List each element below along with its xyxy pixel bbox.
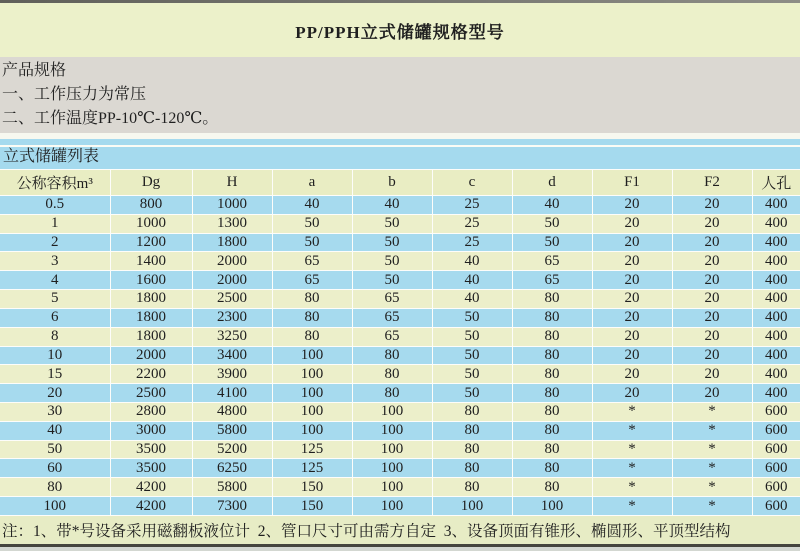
table-cell: 80	[352, 384, 432, 403]
table-cell: 4200	[110, 497, 192, 516]
table-cell: 1600	[110, 271, 192, 290]
table-cell: 8	[0, 327, 110, 346]
table-cell: 400	[752, 214, 800, 233]
table-cell: 80	[512, 440, 592, 459]
table-cell: 2000	[192, 252, 272, 271]
table-cell: 50	[352, 214, 432, 233]
table-row	[0, 459, 800, 478]
table-cell: 40	[432, 290, 512, 309]
table-row	[0, 346, 800, 365]
table-cell: 100	[352, 440, 432, 459]
table-cell: 20	[592, 384, 672, 403]
table-cell: 1200	[110, 233, 192, 252]
table-cell: 80	[512, 327, 592, 346]
table-cell: 65	[512, 271, 592, 290]
header-cell: c	[432, 170, 512, 196]
table-cell: *	[672, 497, 752, 516]
table-cell: 50	[432, 384, 512, 403]
table-cell: 80	[512, 384, 592, 403]
table-cell: 400	[752, 233, 800, 252]
table-cell: 50	[432, 327, 512, 346]
header-cell: Dg	[110, 170, 192, 196]
table-cell: *	[592, 478, 672, 497]
table-cell: 80	[272, 308, 352, 327]
table-cell: 400	[752, 196, 800, 215]
table-cell: 80	[272, 290, 352, 309]
table-cell: *	[672, 459, 752, 478]
table-cell: 1800	[110, 327, 192, 346]
table-cell: 40	[432, 252, 512, 271]
table-cell: 20	[672, 327, 752, 346]
table-cell: 100	[352, 402, 432, 421]
table-cell: 20	[672, 384, 752, 403]
table-section-title: 立式储罐列表	[3, 148, 100, 165]
table-cell: 5	[0, 290, 110, 309]
table-cell: *	[592, 440, 672, 459]
header-cell: H	[192, 170, 272, 196]
header-cell: 公称容积m³	[0, 170, 110, 196]
header-cell: F2	[672, 170, 752, 196]
table-cell: 20	[672, 365, 752, 384]
table-cell: 80	[352, 365, 432, 384]
table-cell: 20	[672, 196, 752, 215]
table-cell: 20	[592, 252, 672, 271]
table-cell: 65	[512, 252, 592, 271]
table-cell: 2300	[192, 308, 272, 327]
table-cell: 150	[272, 478, 352, 497]
table-cell: 3900	[192, 365, 272, 384]
table-cell: *	[672, 402, 752, 421]
table-cell: 50	[352, 233, 432, 252]
table-cell: 600	[752, 440, 800, 459]
table-cell: 80	[512, 402, 592, 421]
table-cell: 125	[272, 440, 352, 459]
scan-bottom-strip	[0, 547, 800, 551]
table-cell: 7300	[192, 497, 272, 516]
footnote: 注：1、带*号设备采用磁翻板液位计 2、管口尺寸可由需方自定 3、设备顶面有锥形、椭圆形、平顶型结构	[0, 516, 800, 544]
table-cell: 5800	[192, 478, 272, 497]
table-cell: 1000	[192, 196, 272, 215]
table-cell: 1800	[110, 308, 192, 327]
table-cell: 20	[0, 384, 110, 403]
table-cell: *	[672, 421, 752, 440]
table-cell: 20	[672, 290, 752, 309]
table-cell: 4800	[192, 402, 272, 421]
table-cell: 80	[432, 421, 512, 440]
table-cell: 4	[0, 271, 110, 290]
table-cell: 100	[0, 497, 110, 516]
table-cell: 50	[0, 440, 110, 459]
table-body	[0, 196, 800, 516]
table-cell: 40	[432, 271, 512, 290]
table-cell: 5200	[192, 440, 272, 459]
table-cell: 600	[752, 421, 800, 440]
table-cell: 100	[272, 421, 352, 440]
table-row	[0, 196, 800, 215]
table-cell: 10	[0, 346, 110, 365]
table-cell: 800	[110, 196, 192, 215]
table-cell: 400	[752, 290, 800, 309]
table-cell: 50	[352, 252, 432, 271]
table-cell: 80	[512, 421, 592, 440]
table-cell: 25	[432, 196, 512, 215]
table-row	[0, 402, 800, 421]
table-cell: 65	[352, 290, 432, 309]
table-cell: 50	[512, 214, 592, 233]
table-cell: 30	[0, 402, 110, 421]
table-cell: 1400	[110, 252, 192, 271]
table-cell: 400	[752, 252, 800, 271]
table-cell: 3000	[110, 421, 192, 440]
table-cell: 65	[352, 327, 432, 346]
table-cell: 3500	[110, 440, 192, 459]
table-row	[0, 327, 800, 346]
table-section-bar	[0, 139, 800, 169]
table-cell: 20	[672, 308, 752, 327]
table-cell: 20	[592, 214, 672, 233]
title-banner	[0, 3, 800, 57]
table-cell: 600	[752, 497, 800, 516]
header-cell: a	[272, 170, 352, 196]
table-cell: 3400	[192, 346, 272, 365]
table-cell: 80	[512, 308, 592, 327]
table-cell: 3250	[192, 327, 272, 346]
table-cell: 20	[592, 346, 672, 365]
table-cell: 2200	[110, 365, 192, 384]
table-cell: 50	[432, 365, 512, 384]
table-row	[0, 214, 800, 233]
table-cell: 4200	[110, 478, 192, 497]
table-cell: 20	[672, 214, 752, 233]
table-row	[0, 290, 800, 309]
table-cell: 2000	[110, 346, 192, 365]
table-cell: 50	[352, 271, 432, 290]
table-cell: 80	[0, 478, 110, 497]
table-cell: 400	[752, 271, 800, 290]
table-row	[0, 365, 800, 384]
table-cell: 0.5	[0, 196, 110, 215]
table-cell: 80	[432, 402, 512, 421]
table-cell: 600	[752, 459, 800, 478]
table-cell: 2500	[192, 290, 272, 309]
table-cell: 125	[272, 459, 352, 478]
table-cell: 65	[272, 252, 352, 271]
table-cell: 80	[272, 327, 352, 346]
table-cell: 400	[752, 384, 800, 403]
table-cell: 20	[592, 308, 672, 327]
table-cell: 50	[432, 308, 512, 327]
table-cell: 80	[512, 290, 592, 309]
header-cell: b	[352, 170, 432, 196]
product-spec-section	[0, 57, 800, 133]
table-cell: 50	[512, 233, 592, 252]
table-cell: 80	[432, 459, 512, 478]
table-cell: 40	[0, 421, 110, 440]
table-cell: 100	[352, 478, 432, 497]
table-row	[0, 271, 800, 290]
table-cell: 2	[0, 233, 110, 252]
table-cell: 80	[432, 440, 512, 459]
spec-table	[0, 169, 800, 516]
table-cell: 1000	[110, 214, 192, 233]
table-cell: 80	[512, 346, 592, 365]
table-cell: 100	[512, 497, 592, 516]
table-cell: 20	[592, 365, 672, 384]
table-cell: 20	[592, 196, 672, 215]
table-cell: 80	[512, 478, 592, 497]
table-cell: 3500	[110, 459, 192, 478]
table-cell: 20	[672, 271, 752, 290]
table-cell: 50	[272, 214, 352, 233]
table-cell: 6250	[192, 459, 272, 478]
product-spec-heading: 产品规格	[2, 62, 67, 79]
table-cell: 40	[272, 196, 352, 215]
table-cell: 100	[352, 421, 432, 440]
table-cell: 1300	[192, 214, 272, 233]
table-cell: 100	[352, 459, 432, 478]
table-cell: 15	[0, 365, 110, 384]
table-cell: 65	[272, 271, 352, 290]
table-cell: 400	[752, 365, 800, 384]
table-cell: 60	[0, 459, 110, 478]
table-cell: *	[592, 421, 672, 440]
table-cell: 100	[272, 346, 352, 365]
table-row	[0, 233, 800, 252]
table-cell: 80	[512, 459, 592, 478]
table-cell: 20	[672, 252, 752, 271]
table-cell: 50	[432, 346, 512, 365]
table-cell: 20	[592, 233, 672, 252]
table-cell: *	[672, 440, 752, 459]
table-cell: *	[592, 459, 672, 478]
table-cell: 400	[752, 308, 800, 327]
table-cell: *	[672, 478, 752, 497]
table-cell: 80	[512, 365, 592, 384]
table-cell: 20	[592, 271, 672, 290]
header-cell: F1	[592, 170, 672, 196]
table-cell: 20	[592, 327, 672, 346]
table-cell: 5800	[192, 421, 272, 440]
table-cell: 20	[672, 233, 752, 252]
page-title: PP/PPH立式储罐规格型号	[295, 22, 505, 42]
table-cell: 25	[432, 233, 512, 252]
table-row	[0, 478, 800, 497]
table-cell: 50	[272, 233, 352, 252]
table-row	[0, 440, 800, 459]
table-cell: 40	[512, 196, 592, 215]
table-cell: 100	[432, 497, 512, 516]
table-cell: 400	[752, 327, 800, 346]
table-cell: 2800	[110, 402, 192, 421]
table-cell: 80	[352, 346, 432, 365]
table-cell: 100	[352, 497, 432, 516]
table-cell: 20	[672, 346, 752, 365]
table-cell: 100	[272, 384, 352, 403]
table-cell: *	[592, 497, 672, 516]
product-spec-line: 一、工作压力为常压	[2, 86, 147, 103]
table-row	[0, 497, 800, 516]
table-cell: 40	[352, 196, 432, 215]
table-cell: *	[592, 402, 672, 421]
table-row	[0, 384, 800, 403]
table-cell: 2000	[192, 271, 272, 290]
table-cell: 1800	[110, 290, 192, 309]
table-cell: 150	[272, 497, 352, 516]
header-cell: d	[512, 170, 592, 196]
table-row	[0, 252, 800, 271]
table-cell: 100	[272, 402, 352, 421]
table-row	[0, 421, 800, 440]
product-spec-line: 二、工作温度PP-10℃-120℃。	[2, 110, 219, 127]
table-cell: 65	[352, 308, 432, 327]
table-cell: 2500	[110, 384, 192, 403]
table-cell: 4100	[192, 384, 272, 403]
table-cell: 3	[0, 252, 110, 271]
table-cell: 80	[432, 478, 512, 497]
table-cell: 6	[0, 308, 110, 327]
header-cell: 人孔	[752, 170, 800, 196]
table-row	[0, 308, 800, 327]
table-cell: 1	[0, 214, 110, 233]
table-cell: 20	[592, 290, 672, 309]
table-cell: 100	[272, 365, 352, 384]
table-cell: 600	[752, 402, 800, 421]
table-cell: 600	[752, 478, 800, 497]
table-cell: 400	[752, 346, 800, 365]
table-cell: 25	[432, 214, 512, 233]
table-cell: 1800	[192, 233, 272, 252]
header-row	[0, 170, 800, 196]
